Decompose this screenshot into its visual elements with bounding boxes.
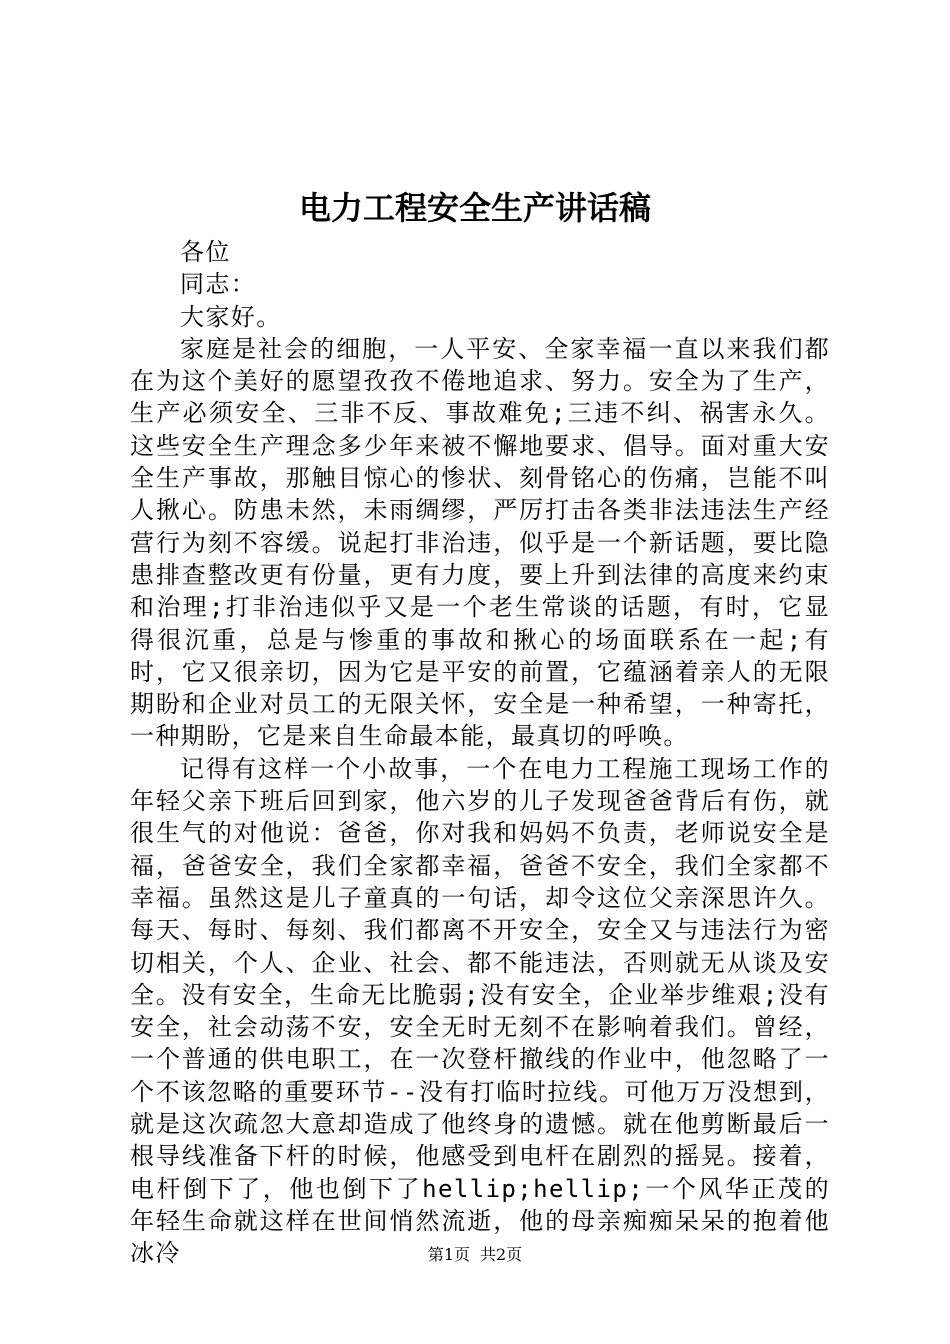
document-title: 电力工程安全生产讲话稿: [298, 189, 651, 227]
page-footer: [0, 1244, 950, 1266]
salutation-line-2: 同志：: [180, 270, 257, 299]
document-body: [130, 236, 830, 1270]
paragraph-1: 家庭是社会的细胞，一人平安、全家幸福一直以来我们都在为这个美好的愿望孜孜不倦地追求、努力。安全为了生产，生产必须安全、三非不反、事故难免;三违不纠、祸害永久。这些安全生产理念多少年来被不懈地要求、倡导。面对重大安全生产事故，那触目惊心的惨状、刻骨铭心的伤痛，岂能不叫人揪心。防患未然，未雨绸缪，严厉打击各类非法违法生产经营行为刻不容缓。说起打非治违，似乎是一个新话题，要比隐患排查整改更有份量，更有力度，要上升到法律的高度来约束和治理;打非治违似乎又是一个老生常谈的话题，有时，它显得很沉重，总是与惨重的事故和揪心的场面联系在一起;有时，它又很亲切，因为它是平安的前置，它蕴涵着亲人的无限期盼和企业对员工的无限关怀，安全是一种希望，一种寄托，一种期盼，它是来自生命最本能，最真切的呼唤。: [130, 334, 830, 751]
page-total: 共2页: [480, 1245, 523, 1264]
salutation-line-1: 各位: [180, 238, 231, 266]
page-number: 第1页: [427, 1245, 470, 1264]
paragraph-2: 记得有这样一个小故事，一个在电力工程施工现场工作的年轻父亲下班后回到家，他六岁的儿子发现爸爸背后有伤，就很生气的对他说：爸爸，你对我和妈妈不负责，老师说安全是福，爸爸安全，我们全家都幸福，爸爸不安全，我们全家都不幸福。虽然这是儿子童真的一句话，却令这位父亲深思许久。每天、每时、每刻、我们都离不开安全，安全又与违法行为密切相关，个人、企业、社会、都不能违法，否则就无从谈及安全。没有安全，生命无比脆弱;没有安全，企业举步维艰;没有安全，社会动荡不安，安全无时无刻不在影响着我们。曾经，一个普通的供电职工，在一次登杆撤线的作业中，他忽略了一个不该忽略的重要环节--没有打临时拉线。可他万万没想到，就是这次疏忽大意却造成了他终身的遗憾。就在他剪断最后一根导线准备下杆的时候，他感受到电杆在剧烈的摇晃。接着，电杆倒下了，他也倒下了hellip;hellip;一个风华正茂的年轻生命就这样在世间悄然流逝，他的母亲痴痴呆呆的抱着他冰冷: [130, 754, 830, 1268]
greeting-line: 大家好。: [180, 302, 282, 331]
